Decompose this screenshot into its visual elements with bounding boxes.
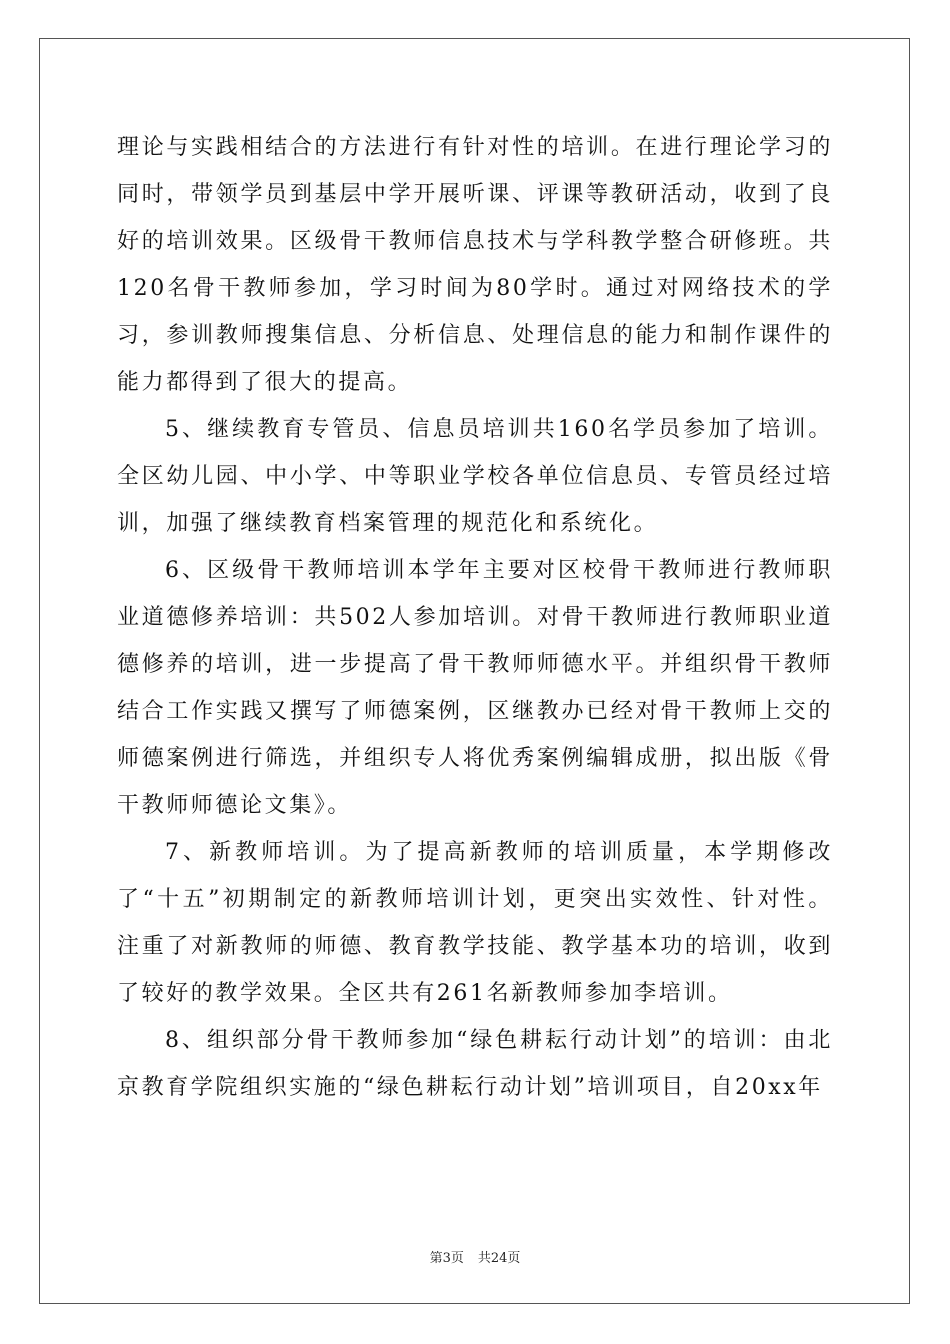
page-number: 第3页 [429, 1251, 464, 1266]
paragraph-item-6: 6、区级骨干教师培训本学年主要对区校骨干教师进行教师职业道德修养培训：共502人参加培训。对骨干教师进行教师职业道德修养的培训，进一步提高了骨干教师师德水平。并组织骨干教师结合工作实践又撰写了师德案例，区继教办已经对骨干教师上交的师德案例进行筛选，并组织专人将优秀案例编辑成册，拟出版《骨干教师师德论文集》。 [117, 558, 833, 818]
paragraph-item-5: 5、继续教育专管员、信息员培训共160名学员参加了培训。全区幼儿园、中小学、中等职业学校各单位信息员、专管员经过培训，加强了继续教育档案管理的规范化和系统化。 [117, 417, 833, 536]
paragraph-item-7: 7、新教师培训。为了提高新教师的培训质量，本学期修改了“十五”初期制定的新教师培训计划，更突出实效性、针对性。注重了对新教师的师德、教育教学技能、教学基本功的培训，收到了较好的教学效果。全区共有261名新教师参加李培训。 [117, 840, 833, 1006]
document-body [117, 124, 833, 1111]
paragraph-continuation: 理论与实践相结合的方法进行有针对性的培训。在进行理论学习的同时，带领学员到基层中学开展听课、评课等教研活动，收到了良好的培训效果。区级骨干教师信息技术与学科教学整合研修班。共120名骨干教师参加，学习时间为80学时。通过对网络技术的学习，参训教师搜集信息、分析信息、处理信息的能力和制作课件的能力都得到了很大的提高。 [117, 135, 833, 395]
page-footer [0, 1247, 950, 1266]
paragraph-item-8: 8、组织部分骨干教师参加“绿色耕耘行动计划”的培训：由北京教育学院组织实施的“绿色耕耘行动计划”培训项目，自20xx年 [117, 1028, 833, 1100]
total-pages: 共24页 [477, 1251, 521, 1266]
